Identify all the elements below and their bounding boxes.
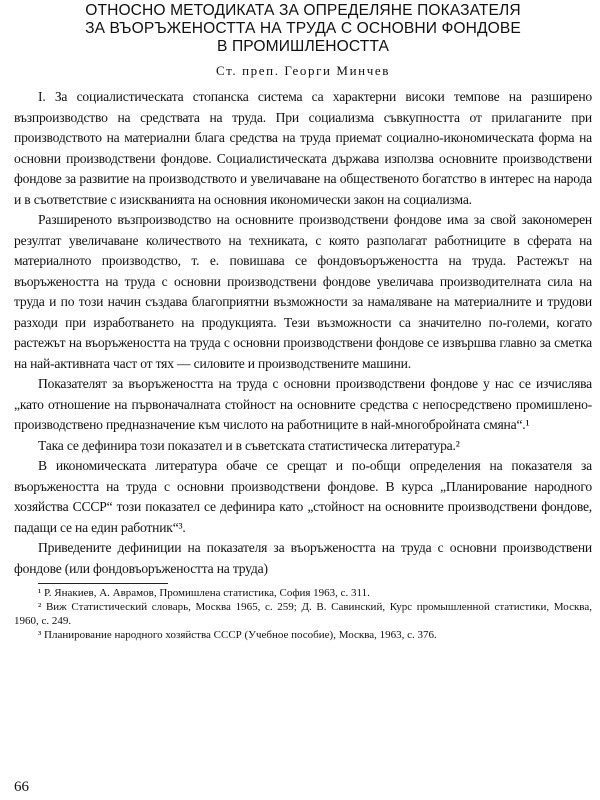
document-page (14, 2, 592, 798)
body-paragraph: Разширеното възпроизводство на основните производствени фондове има за свой закономерен резултат увеличаване количеството на техниката, с която разполагат работниците в сферата на материалното производство, т. е. повишава се фондовъоръжеността на труда. Растежът на въоръжеността на труда с основни производствени фондове увеличава производителната сила на труда и по този начин създава благоприятни възможности за намаляване на материалните и трудови разходи при изработването на продукцията. Тези възможности са значително по-големи, когато растежът на въоръжеността на труда с основни производствени фондове се извършва главно за сметка на най-активната част от тях — силовите и производствените машини. (14, 212, 592, 371)
footnote: ² Виж Статистический словарь, Москва 1965, с. 259; Д. В. Савинский, Курс промышленной статистики, Москва, 1960, с. 249. (14, 601, 592, 627)
footnote: ¹ Р. Янакиев, А. Аврамов, Промишлена статистика, София 1963, с. 311. (38, 587, 370, 599)
body-paragraph: Така се дефинира този показател и в съветската статистическа литература.² (38, 437, 460, 453)
article-body (14, 87, 592, 579)
page-number: 66 (14, 779, 29, 795)
footnote: ³ Планирование народного хозяйства СССР (Учебное пособие), Москва, 1963, с. 376. (38, 629, 437, 641)
article-title (14, 2, 592, 56)
body-paragraph: Показателят за въоръжеността на труда с основни производствени фондове у нас се изчислява „като отношение на първоначалната стойност на основните средства с непосредствено промишлено-производствено предназначение към числото на работниците в най-многобройната смяна“.¹ (14, 376, 592, 432)
body-paragraph: Приведените дефиниции на показателя за въоръжеността на труда с основни производствени фондове (или фондовъоръжеността на труда) (14, 540, 592, 576)
article-title-line: ЗА ВЪОРЪЖЕНОСТТА НА ТРУДА С ОСНОВНИ ФОНДОВЕ (85, 20, 521, 37)
body-paragraph: В икономическата литература обаче се срещат и по-общи определения на показателя за въоръжеността на труда с основни производствени фондове. В курса „Планирование народного хозяйства СССР“ този показател се дефинира като „стойност на основните производствени фондове, падащи се на един работник“³. (14, 458, 592, 535)
article-title-line: В ПРОМИШЛЕНОСТТА (217, 38, 389, 55)
body-paragraph: I. За социалистическата стопанска система са характерни високи темпове на разширено възпроизводство на средствата на труда. При социализма съвкупността от прилаганите при производството на материални блага средства на труда приемат социално-икономическата форма на основни производствени фондове. Социалистическата държава използва основните производствени фондове за развитие на производството и увеличаване на общественото богатство в интерес на народа и в съответствие с изискванията на основния икономически закон на социализма. (14, 89, 592, 207)
footnote-divider (38, 583, 168, 584)
footnotes (14, 586, 592, 642)
article-author: Ст. преп. Георги Минчев (216, 63, 390, 78)
article-title-line: ОТНОСНО МЕТОДИКАТА ЗА ОПРЕДЕЛЯНЕ ПОКАЗАТЕЛЯ (85, 2, 521, 19)
